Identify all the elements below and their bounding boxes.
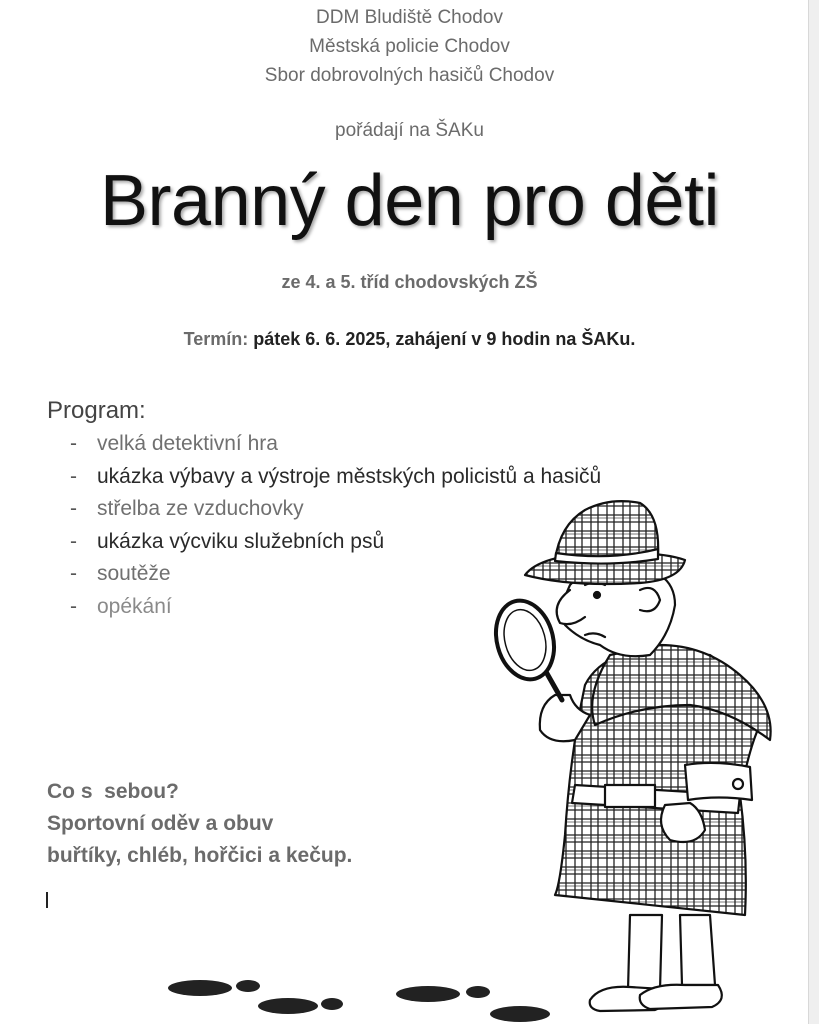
list-item: - střelba ze vzduchovky [70, 497, 304, 520]
text-cursor [46, 892, 48, 908]
bring-section [47, 776, 352, 872]
detective-illustration [490, 495, 790, 1024]
list-item: - soutěže [70, 562, 171, 585]
termin-value: pátek 6. 6. 2025, zahájení v 9 hodin na ŠAKu. [253, 329, 636, 349]
intro-text: pořádají na ŠAKu [335, 120, 484, 141]
bring-line-2: buřtíky, chléb, hořčici a kečup. [47, 844, 353, 867]
scrollbar[interactable] [809, 0, 819, 1024]
list-item: - ukázka výbavy a výstroje městských policistů a hasičů [70, 464, 602, 488]
list-item: - opékání [70, 594, 172, 618]
event-date [0, 329, 819, 350]
bring-heading: Co s sebou? [47, 780, 179, 803]
organizer-1: DDM Bludiště Chodov [316, 7, 503, 28]
footprints-illustration [160, 968, 560, 1024]
list-item: - ukázka výcviku služebních psů [70, 529, 385, 553]
termin-label: Termín: [183, 329, 249, 349]
list-item: - velká detektivní hra [70, 432, 278, 455]
bring-line-1: Sportovní oděv a obuv [47, 812, 274, 835]
organizer-3: Sbor dobrovolných hasičů Chodov [264, 65, 555, 86]
organizer-2: Městská policie Chodov [309, 36, 510, 57]
page-title: Branný den pro děti [100, 161, 719, 241]
subtitle: ze 4. a 5. tříd chodovských ZŠ [281, 272, 538, 292]
program-heading: Program: [47, 397, 146, 424]
